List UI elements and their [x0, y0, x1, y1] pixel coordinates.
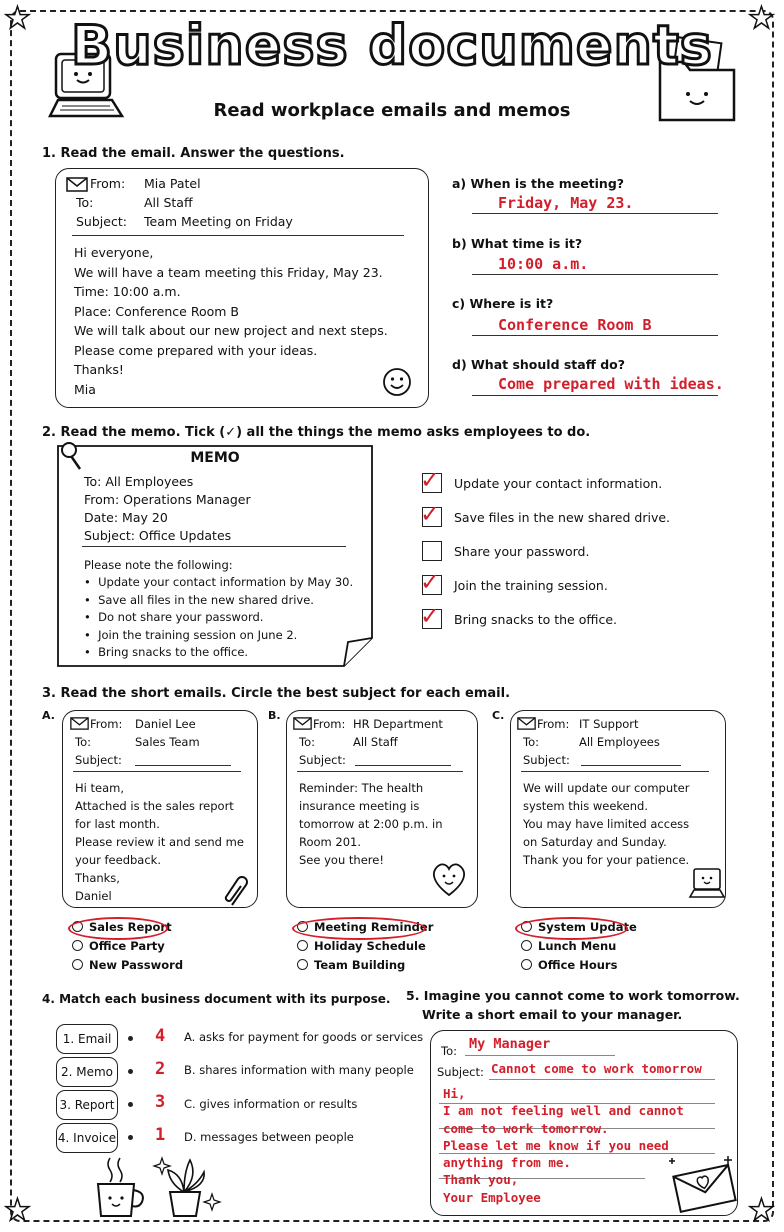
from-label: From: — [537, 717, 570, 731]
option-item[interactable]: Lunch Menu — [521, 937, 637, 956]
from-label: From: — [90, 176, 126, 191]
divider — [521, 771, 709, 772]
match-answer: 3 — [155, 1092, 166, 1112]
doc-email[interactable]: 1. Email — [56, 1024, 118, 1054]
paperclip-icon — [223, 875, 253, 911]
email-b-letter: B. — [268, 709, 281, 722]
section-5-heading: 5. Imagine you cannot come to work tomorrow. — [406, 988, 740, 1003]
smiley-icon — [382, 367, 412, 397]
answer-c: Conference Room B — [498, 316, 652, 334]
checklist-item-3: Share your password. — [454, 544, 590, 559]
match-dot — [128, 1135, 133, 1140]
input-line — [465, 1055, 615, 1056]
envelope-icon — [517, 717, 536, 730]
email-body: We will update our computer system this weekend. You may have limited access on Saturday and Sunday. Thank you for your patience. — [523, 781, 690, 867]
laptop-icon — [687, 863, 727, 903]
heart-icon — [427, 857, 471, 901]
purpose-a: A. asks for payment for goods or services — [184, 1030, 424, 1044]
option-item[interactable]: System Update — [521, 918, 637, 937]
answer-circle — [68, 917, 168, 940]
option-item[interactable]: Holiday Schedule — [297, 937, 433, 956]
to-label: To: — [75, 735, 91, 749]
match-dot — [128, 1036, 133, 1041]
section-3-heading: 3. Read the short emails. Circle the best subject for each email. — [42, 686, 511, 701]
email-body: Hi team, Attached is the sales report for last month. Please review it and send me your feedback. Thanks, Daniel — [75, 781, 244, 903]
divider — [297, 771, 463, 772]
envelope-icon — [70, 717, 89, 730]
subject-label: Subject: — [299, 753, 346, 767]
option-item[interactable]: Office Hours — [521, 956, 637, 975]
memo-header: To: All Employees From: Operations Manager Date: May 20 Subject: Office Updates — [84, 474, 251, 543]
to-value: All Staff — [144, 195, 193, 210]
checklist-item-2: Save files in the new shared drive. — [454, 510, 671, 525]
plant-icon — [150, 1154, 226, 1218]
to-label: To: — [441, 1044, 457, 1058]
list-item: • Join the training session on June 2. — [84, 627, 298, 642]
from-value: HR Department — [353, 717, 443, 731]
to-value: Sales Team — [135, 735, 200, 749]
to-value: All Staff — [353, 735, 398, 749]
page-subtitle: Read workplace emails and memos — [213, 100, 571, 121]
memo-bullets — [84, 574, 353, 662]
answer-circle — [515, 917, 628, 940]
to-input[interactable]: My Manager — [469, 1036, 551, 1052]
email-a-letter: A. — [42, 709, 55, 722]
subject-blank — [135, 765, 231, 766]
tick-mark: ✓ — [420, 602, 441, 630]
subject-input[interactable]: Cannot come to work tomorrow — [491, 1061, 702, 1076]
purpose-b: B. shares information with many people — [184, 1063, 414, 1077]
divider — [73, 771, 241, 772]
email-c-card — [510, 710, 726, 908]
from-label: From: — [90, 717, 123, 731]
checkbox-3[interactable] — [422, 541, 442, 561]
section-4-heading: 4. Match each business document with its purpose. — [42, 992, 391, 1006]
checklist-item-5: Bring snacks to the office. — [454, 612, 617, 627]
from-value: IT Support — [579, 717, 639, 731]
subject-label: Subject: — [437, 1065, 484, 1079]
star-icon: ★ — [748, 1, 775, 36]
star-icon: ★ — [4, 1193, 31, 1228]
to-label: To: — [76, 195, 94, 210]
page-title: Business documents — [71, 14, 713, 77]
envelope-icon — [66, 177, 88, 192]
tick-mark: ✓ — [420, 500, 441, 528]
tick-mark: ✓ — [420, 568, 441, 596]
coffee-mug-icon — [86, 1154, 156, 1218]
subject-blank — [581, 765, 681, 766]
subject-label: Subject: — [76, 214, 127, 229]
question-d: d) What should staff do? — [452, 357, 625, 372]
answer-circle — [292, 917, 426, 940]
email-body-input[interactable]: Hi, I am not feeling well and cannot come to work tomorrow. Please let me know if you need anything from me. Thank you, Your Employee — [443, 1086, 684, 1205]
to-label: To: — [299, 735, 315, 749]
email-body: Hi everyone, We will have a team meeting this Friday, May 23. Time: 10:00 a.m. Place: Conference Room B We will talk about our new project and next steps. Please come prepared with your ideas. Thanks! Mia — [74, 245, 388, 397]
divider — [72, 235, 404, 236]
envelope-icon — [293, 717, 312, 730]
question-c: c) Where is it? — [452, 296, 554, 311]
subject-label: Subject: — [75, 753, 122, 767]
match-dot — [128, 1069, 133, 1074]
input-line — [489, 1079, 715, 1080]
from-label: From: — [313, 717, 346, 731]
to-label: To: — [523, 735, 539, 749]
match-answer: 4 — [155, 1026, 166, 1046]
answer-line — [472, 213, 718, 214]
option-item[interactable]: New Password — [72, 956, 183, 975]
checklist-item-1: Update your contact information. — [454, 476, 663, 491]
from-value: Daniel Lee — [135, 717, 196, 731]
list-item: • Save all files in the new shared drive. — [84, 592, 314, 607]
subject-label: Subject: — [523, 753, 570, 767]
to-value: All Employees — [579, 735, 660, 749]
subject-blank — [355, 765, 451, 766]
email-body: Reminder: The health insurance meeting is tomorrow at 2:00 p.m. in Room 201. See you there! — [299, 781, 443, 867]
divider — [82, 546, 346, 547]
section-5-subheading: Write a short email to your manager. — [422, 1007, 683, 1022]
doc-memo[interactable]: 2. Memo — [56, 1057, 118, 1087]
option-item[interactable]: Office Party — [72, 937, 183, 956]
memo-title: MEMO — [190, 450, 240, 466]
answer-d: Come prepared with ideas. — [498, 375, 724, 393]
section-1-heading: 1. Read the email. Answer the questions. — [42, 146, 345, 161]
star-icon: ★ — [4, 1, 31, 36]
answer-b: 10:00 a.m. — [498, 255, 589, 273]
email-c-letter: C. — [492, 709, 505, 722]
checklist-item-4: Join the training session. — [454, 578, 608, 593]
from-value: Mia Patel — [144, 176, 201, 191]
answer-line — [472, 335, 718, 336]
doc-invoice[interactable]: 4. Invoice — [56, 1123, 118, 1153]
purpose-c: C. gives information or results — [184, 1097, 358, 1111]
answer-line — [472, 395, 718, 396]
star-icon: ★ — [748, 1193, 775, 1228]
question-b: b) What time is it? — [452, 236, 583, 251]
doc-report[interactable]: 3. Report — [56, 1090, 118, 1120]
subject-value: Team Meeting on Friday — [144, 214, 293, 229]
email-card — [55, 168, 429, 408]
memo-intro: Please note the following: — [84, 558, 233, 572]
match-dot — [128, 1102, 133, 1107]
match-answer: 1 — [155, 1125, 166, 1145]
match-answer: 2 — [155, 1059, 166, 1079]
love-letter-icon — [666, 1152, 746, 1214]
tick-mark: ✓ — [420, 466, 441, 494]
email-a-card — [62, 710, 258, 908]
question-a: a) When is the meeting? — [452, 176, 625, 191]
option-item[interactable]: Sales Report — [72, 918, 183, 937]
section-2-heading: 2. Read the memo. Tick (✓) all the things the memo asks employees to do. — [42, 425, 591, 440]
list-item: • Bring snacks to the office. — [84, 645, 249, 659]
answer-a: Friday, May 23. — [498, 194, 634, 212]
option-item[interactable]: Team Building — [297, 956, 433, 975]
list-item: • Update your contact information by May 30. — [84, 575, 354, 589]
purpose-d: D. messages between people — [184, 1130, 354, 1144]
answer-line — [472, 274, 718, 275]
option-item[interactable]: Meeting Reminder — [297, 918, 433, 937]
email-b-card — [286, 710, 478, 908]
list-item: • Do not share your password. — [84, 610, 264, 624]
